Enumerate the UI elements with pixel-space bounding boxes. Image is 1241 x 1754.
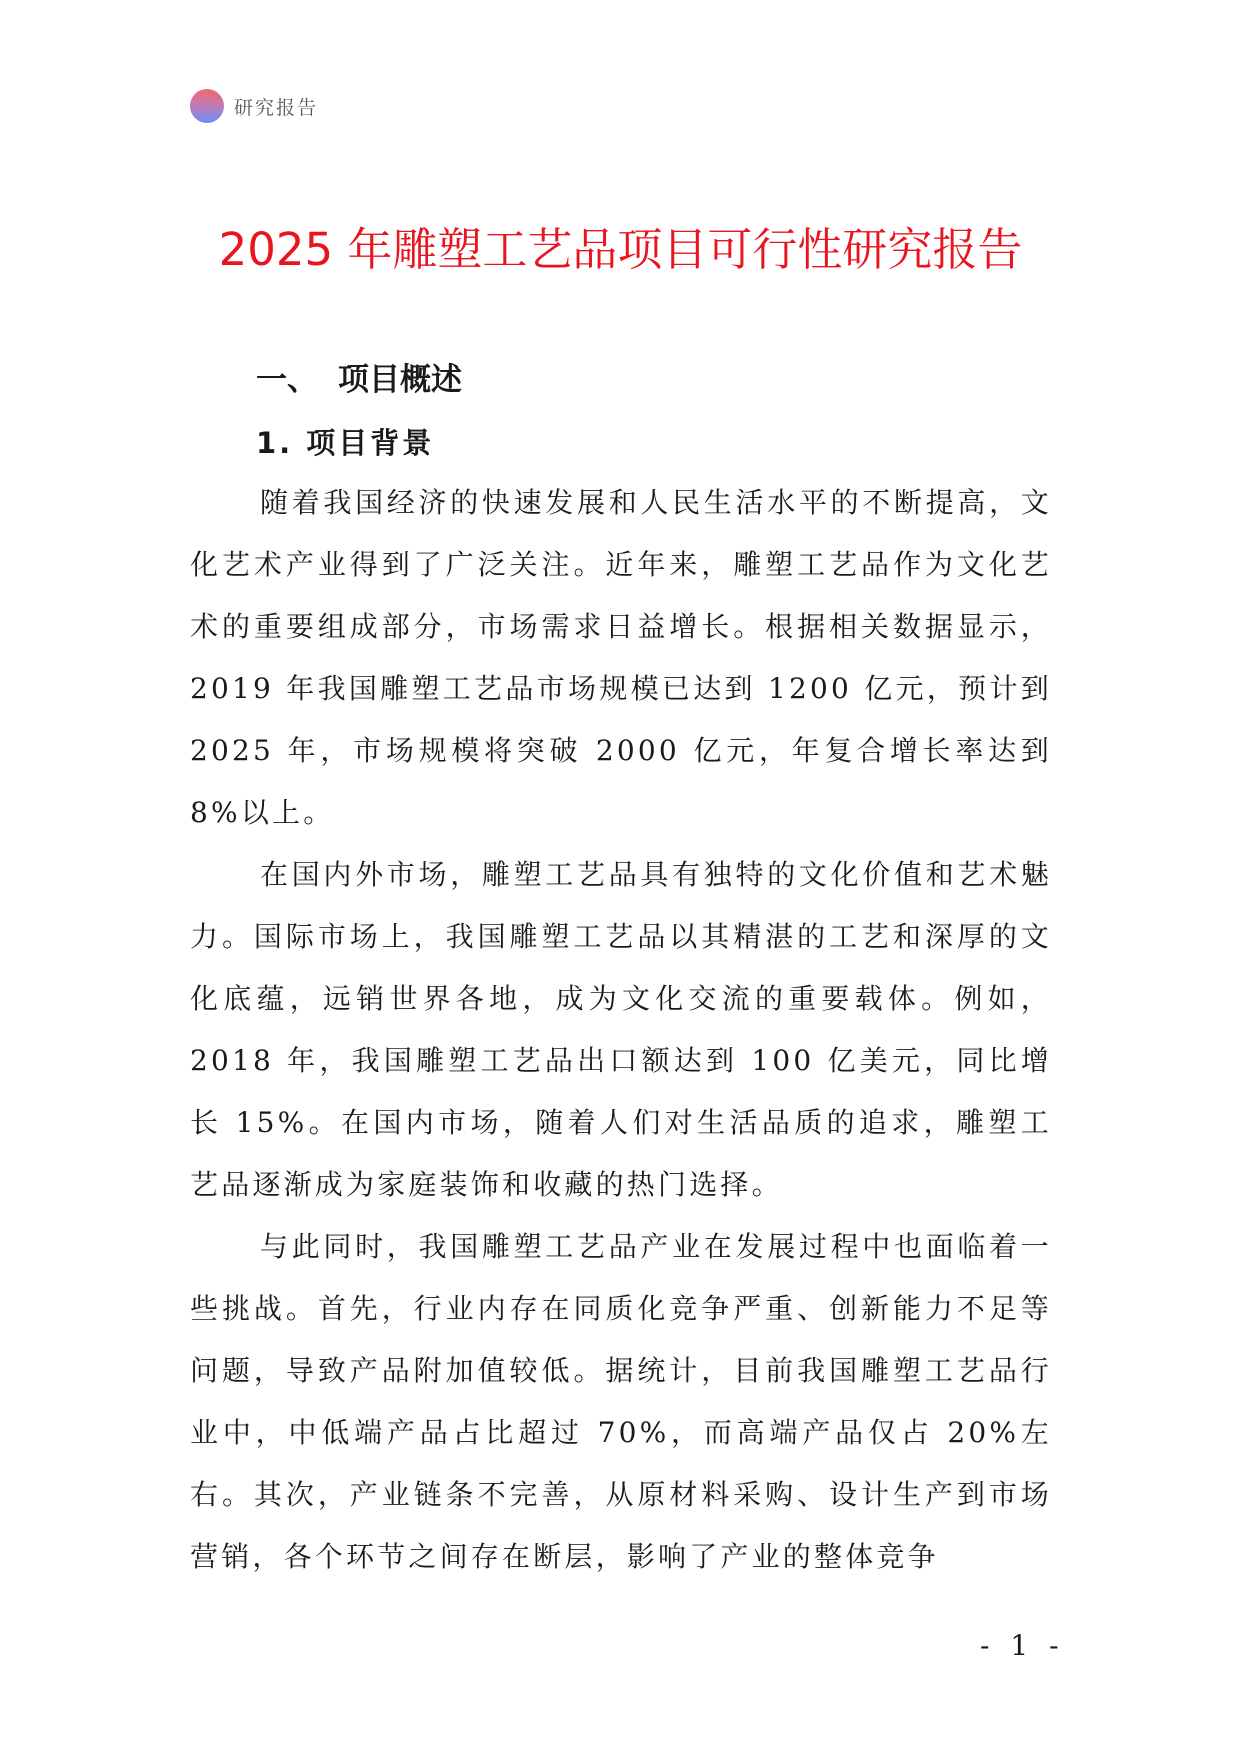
page-number: - 1 - bbox=[980, 1629, 1065, 1662]
paragraph-3: 与此同时，我国雕塑工艺品产业在发展过程中也面临着一些挑战。首先，行业内存在同质化竞争严重、创新能力不足等问题，导致产品附加值较低。据统计，目前我国雕塑工艺品行业中，中低端产品占比超过 70%，而高端产品仅占 20%左右。其次，产业链条不完善，从原材料采购、设计生产到市场营销，各个环节之间存在断层，影响了产业的整体竞争 bbox=[190, 1230, 1052, 1573]
subsection-heading: 1. 项目背景 bbox=[256, 426, 435, 460]
section-number: 一、 bbox=[256, 362, 318, 398]
paragraph-2: 在国内外市场，雕塑工艺品具有独特的文化价值和艺术魅力。国际市场上，我国雕塑工艺品以其精湛的工艺和深厚的文化底蕴，远销世界各地，成为文化交流的重要载体。例如，2018 年，我国雕塑工艺品出口额达到 100 亿美元，同比增长 15%。在国内市场，随着人们对生活品质的追求，雕塑工艺品逐渐成为家庭装饰和收藏的热门选择。 bbox=[190, 858, 1052, 1201]
header-label: 研究报告 bbox=[234, 96, 319, 119]
paragraph-1: 随着我国经济的快速发展和人民生活水平的不断提高，文化艺术产业得到了广泛关注。近年来，雕塑工艺品作为文化艺术的重要组成部分，市场需求日益增长。根据相关数据显示，2019 年我国雕塑工艺品市场规模已达到 1200 亿元，预计到 2025 年，市场规模将突破 2000 亿元，年复合增长率达到 8%以上。 bbox=[190, 486, 1052, 829]
section-title: 项目概述 bbox=[338, 362, 462, 398]
logo-circle-icon bbox=[190, 89, 224, 123]
body-text bbox=[190, 472, 1052, 1588]
page-header bbox=[190, 89, 318, 123]
document-title: 2025 年雕塑工艺品项目可行性研究报告 bbox=[218, 223, 1023, 276]
section-heading bbox=[256, 358, 462, 402]
